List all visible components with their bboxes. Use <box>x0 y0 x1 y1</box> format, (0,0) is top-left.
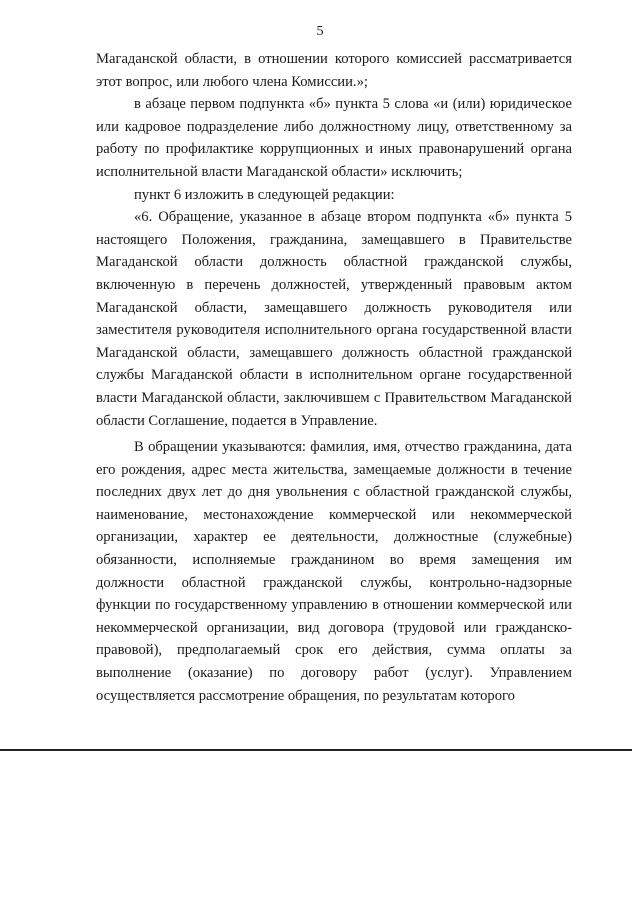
document-body <box>96 48 572 707</box>
paragraph-item-6-intro: пункт 6 изложить в следующей редакции: <box>134 186 395 203</box>
page-number: 5 <box>316 24 324 39</box>
page-bottom-rule <box>0 749 632 751</box>
paragraph-appeal-contents: В обращении указываются: фамилия, имя, отчество гражданина, дата его рождения, адрес места жительства, замещаемые должности в течение последних двух лет до дня увольнения с областной гражданской службы, наименование, местонахождение коммерческой или некоммерческой организации, характер ее деятельности, должностные (служебные) обязанности, исполняемые гражданином во время замещения им должности областной гражданской службы, контрольно-надзорные функции по государственному управлению в отношении коммерческой или некоммерческой организации, вид договора (трудовой или гражданско-правовой), предполагаемый срок его действия, сумма оплаты за выполнение (оказание) по договору работ (услуг). Управлением осуществляется рассмотрение обращения, по результатам которого <box>96 439 572 704</box>
paragraph-continuation: Магаданской области, в отношении которого комиссией рассматривается этот вопрос, или любого члена Комиссии.»; <box>96 51 572 90</box>
paragraph-item-6: «6. Обращение, указанное в абзаце втором подпункта «б» пункта 5 настоящего Положения, гражданина, замещавшего в Правительстве Магаданской области должность областной гражданской службы, включенную в перечень должностей, утвержденный правовым актом Магаданской области, замещавшего должность руководителя или заместителя руководителя исполнительного органа государственной власти Магаданской области, замещавшего должность областной гражданской службы Магаданской области в исполнительном органе государственной власти Магаданской области, заключившем с Правительством Магаданской области Соглашение, подается в Управление. <box>96 209 572 429</box>
paragraph-amendment-5b: в абзаце первом подпункта «б» пункта 5 слова «и (или) юридическое или кадровое подразделение либо должностному лицу, ответственному за работу по профилактике коррупционных и иных правонарушений органа исполнительной власти Магаданской области» исключить; <box>96 96 572 180</box>
